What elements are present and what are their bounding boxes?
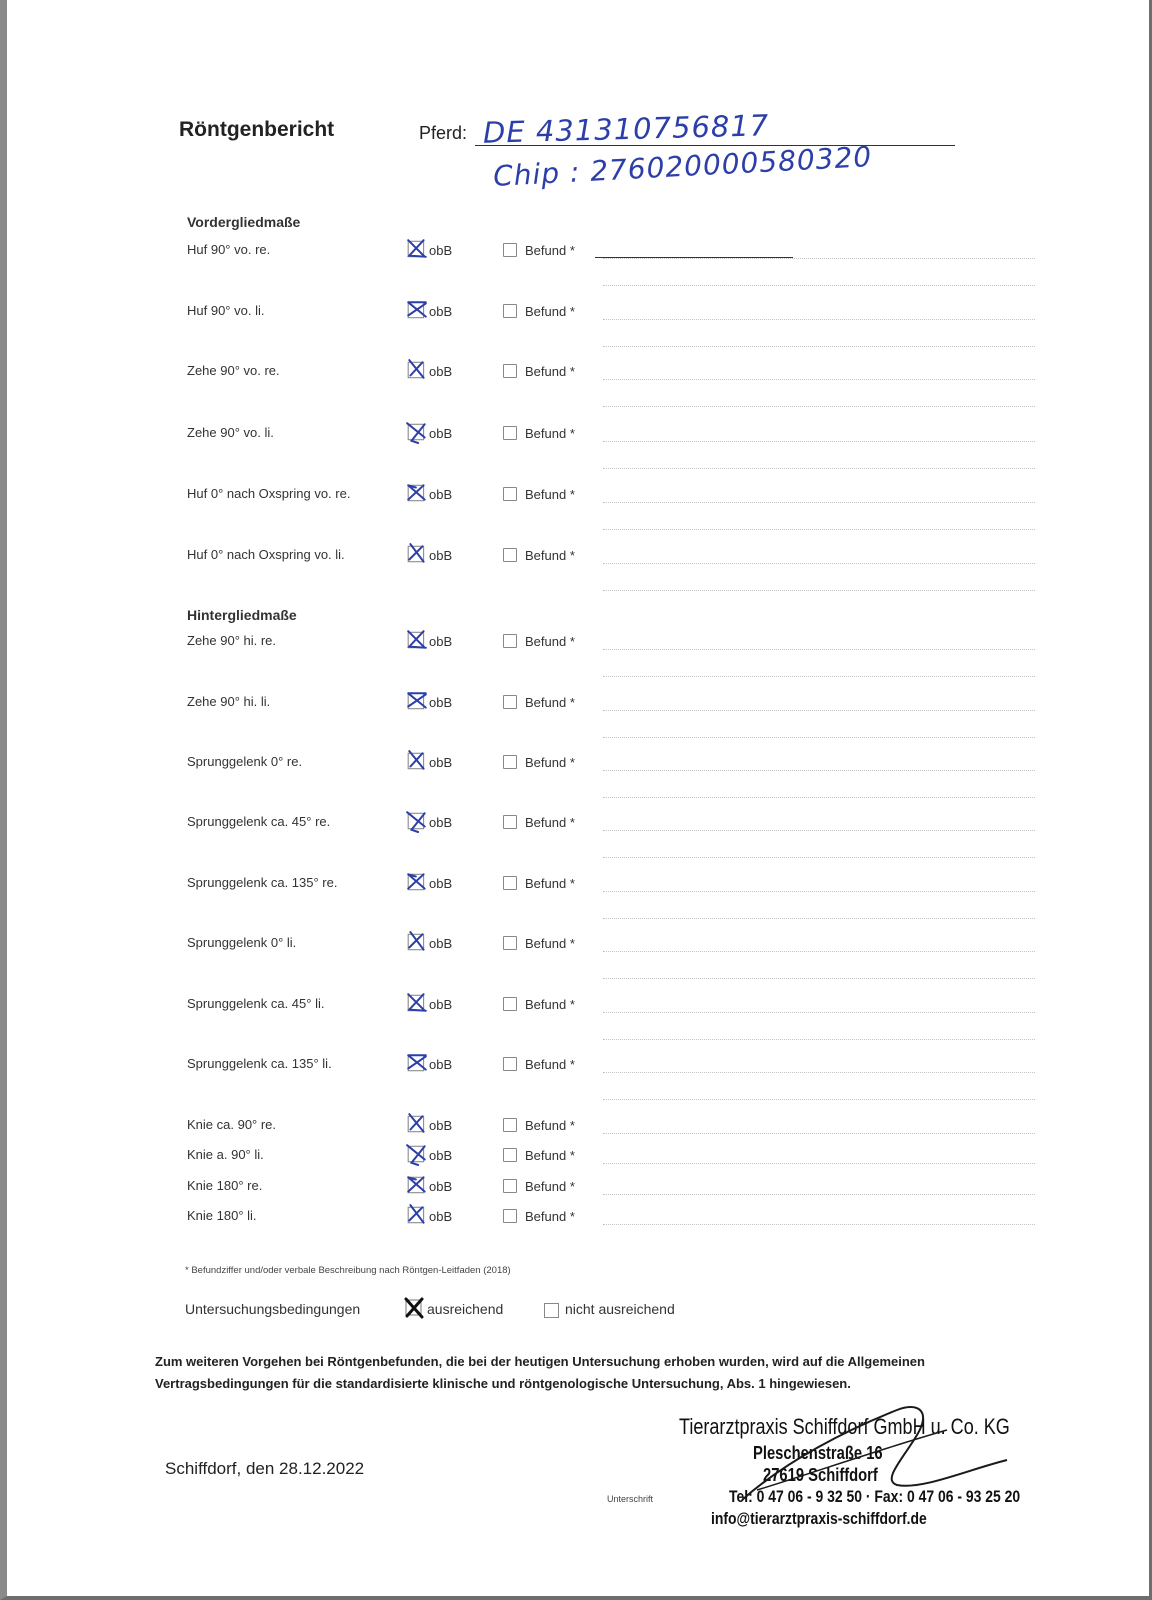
obb-checkbox[interactable] [407, 694, 423, 710]
stamp-city: 27619 Schiffdorf [763, 1465, 878, 1485]
obb-label: obB [429, 936, 453, 951]
befund-label: Befund * [525, 876, 575, 891]
exam-row-label: Zehe 90° vo. li. [187, 425, 274, 440]
obb-checkbox[interactable] [407, 1208, 423, 1224]
exam-row-label: Huf 90° vo. re. [187, 242, 271, 257]
exam-row-label: Knie ca. 90° re. [187, 1117, 277, 1132]
befund-writing-line[interactable] [603, 563, 1035, 564]
befund-writing-line[interactable] [603, 590, 1035, 591]
befund-writing-line[interactable] [603, 978, 1035, 979]
checkmark-icon [404, 299, 430, 321]
exam-row-label: Sprunggelenk ca. 135° li. [187, 1056, 332, 1071]
befund-checkbox[interactable] [503, 997, 517, 1011]
befund-checkbox[interactable] [503, 1057, 517, 1071]
checkmark-icon [404, 1052, 430, 1074]
obb-checkbox[interactable] [407, 486, 423, 502]
exam-row-label: Zehe 90° hi. li. [187, 694, 271, 709]
befund-checkbox[interactable] [503, 876, 517, 890]
befund-writing-line[interactable] [603, 951, 1035, 952]
befund-writing-line[interactable] [603, 285, 1035, 286]
checkmark-icon [404, 750, 430, 772]
obb-label: obB [429, 1118, 453, 1133]
befund-label: Befund * [525, 304, 575, 319]
befund-checkbox[interactable] [503, 426, 517, 440]
obb-checkbox[interactable] [407, 875, 423, 891]
befund-checkbox[interactable] [503, 364, 517, 378]
handwritten-chip-number: Chip : 276020000580320 [492, 140, 873, 193]
befund-writing-line[interactable] [603, 1099, 1035, 1100]
checkmark-icon [404, 810, 430, 832]
befund-label: Befund * [525, 634, 575, 649]
obb-checkbox[interactable] [407, 1117, 423, 1133]
obb-checkbox[interactable] [407, 935, 423, 951]
obb-label: obB [429, 1179, 453, 1194]
legal-notice: Zum weiteren Vorgehen bei Röntgenbefunden, die bei der heutigen Untersuchung erhoben wurden, wird auf die Allgemeinen Vertragsbedingungen für die standardisierte klinische und röntgenologische Untersuchung, Abs. 1 hingewiesen. [155, 1354, 925, 1391]
exam-row-label: Sprunggelenk 0° re. [187, 754, 303, 769]
befund-writing-line[interactable] [603, 710, 1035, 711]
befund-checkbox[interactable] [503, 1209, 517, 1223]
befund-label: Befund * [525, 1209, 575, 1224]
befund-label: Befund * [525, 1148, 575, 1163]
obb-checkbox[interactable] [407, 1056, 423, 1072]
befund-writing-line[interactable] [603, 1224, 1035, 1225]
obb-label: obB [429, 695, 453, 710]
place-date: Schiffdorf, den 28.12.2022 [165, 1459, 365, 1478]
obb-label: obB [429, 426, 453, 441]
befund-writing-line[interactable] [603, 1072, 1035, 1073]
befund-writing-line[interactable] [603, 258, 1035, 259]
befund-writing-line[interactable] [603, 319, 1035, 320]
obb-checkbox[interactable] [407, 1147, 423, 1163]
exam-row-label: Huf 0° nach Oxspring vo. re. [187, 486, 351, 501]
befund-checkbox[interactable] [503, 815, 517, 829]
befund-writing-line[interactable] [603, 529, 1035, 530]
obb-checkbox[interactable] [407, 996, 423, 1012]
section-title: Vordergliedmaße [187, 214, 301, 230]
befund-checkbox[interactable] [503, 1179, 517, 1193]
befund-checkbox[interactable] [503, 243, 517, 257]
obb-label: obB [429, 1209, 453, 1224]
exam-row-label: Zehe 90° hi. re. [187, 633, 277, 648]
checkmark-icon [404, 359, 430, 381]
befund-writing-line[interactable] [603, 1194, 1035, 1195]
befund-checkbox[interactable] [503, 755, 517, 769]
obb-checkbox[interactable] [407, 242, 423, 258]
befund-label: Befund * [525, 426, 575, 441]
befund-checkbox[interactable] [503, 695, 517, 709]
exam-row-label: Knie 180° li. [187, 1208, 257, 1223]
conditions-insufficient-label: nicht ausreichend [565, 1301, 675, 1317]
section-title: Hintergliedmaße [187, 607, 297, 623]
checkmark-icon [404, 1113, 430, 1135]
conditions-label: Untersuchungsbedingungen [185, 1301, 361, 1317]
obb-checkbox[interactable] [407, 547, 423, 563]
befund-writing-line[interactable] [603, 1012, 1035, 1013]
obb-checkbox[interactable] [407, 425, 423, 441]
stamp-phone-fax: Tel: 0 47 06 - 9 32 50 · Fax: 0 47 06 - 93 25 20 [729, 1487, 1021, 1506]
befund-checkbox[interactable] [503, 936, 517, 950]
befund-label: Befund * [525, 997, 575, 1012]
obb-label: obB [429, 487, 453, 502]
befund-writing-line[interactable] [603, 918, 1035, 919]
conditions-sufficient-label: ausreichend [427, 1301, 504, 1317]
befund-checkbox[interactable] [503, 548, 517, 562]
obb-checkbox[interactable] [407, 754, 423, 770]
checkmark-icon [404, 421, 430, 443]
exam-row-label: Sprunggelenk ca. 135° re. [187, 875, 338, 890]
obb-checkbox[interactable] [407, 363, 423, 379]
checkmark-icon [404, 690, 430, 712]
obb-label: obB [429, 634, 453, 649]
exam-row-label: Sprunggelenk ca. 45° li. [187, 996, 325, 1011]
obb-label: obB [429, 548, 453, 563]
befund-label: Befund * [525, 755, 575, 770]
checkmark-icon [404, 1143, 430, 1165]
footnote: * Befundziffer und/oder verbale Beschreibung nach Röntgen-Leitfaden (2018) [185, 1265, 511, 1276]
obb-label: obB [429, 815, 453, 830]
befund-writing-line[interactable] [603, 1133, 1035, 1134]
obb-checkbox[interactable] [407, 1178, 423, 1194]
exam-row-label: Sprunggelenk 0° li. [187, 935, 297, 950]
stamp-email: info@tierarztpraxis-schiffdorf.de [711, 1509, 927, 1528]
checkmark-icon [404, 1204, 430, 1226]
befund-checkbox[interactable] [503, 487, 517, 501]
checkmark-icon [404, 543, 430, 565]
document-title: Röntgenbericht [179, 118, 335, 141]
befund-label: Befund * [525, 1057, 575, 1072]
befund-writing-line[interactable] [603, 379, 1035, 380]
obb-checkbox[interactable] [407, 303, 423, 319]
checkmark-icon [404, 1174, 430, 1196]
befund-label: Befund * [525, 548, 575, 563]
exam-row-label: Knie a. 90° li. [187, 1147, 264, 1162]
obb-label: obB [429, 755, 453, 770]
befund-label: Befund * [525, 815, 575, 830]
befund-writing-line[interactable] [603, 857, 1035, 858]
obb-label: obB [429, 1057, 453, 1072]
obb-label: obB [429, 304, 453, 319]
exam-row-label: Huf 0° nach Oxspring vo. li. [187, 547, 345, 562]
befund-writing-line[interactable] [603, 1163, 1035, 1164]
handwritten-horse-id: DE 431310756817 [482, 108, 770, 150]
befund-writing-line[interactable] [603, 797, 1035, 798]
befund-label: Befund * [525, 487, 575, 502]
obb-label: obB [429, 243, 453, 258]
befund-label: Befund * [525, 243, 575, 258]
obb-label: obB [429, 876, 453, 891]
stamp-practice-name: Tierarztpraxis Schiffdorf GmbH u. Co. KG [679, 1414, 1010, 1439]
befund-writing-line[interactable] [603, 1039, 1035, 1040]
befund-label: Befund * [525, 936, 575, 951]
horse-label: Pferd: [419, 123, 468, 143]
conditions-insufficient-checkbox[interactable] [544, 1303, 559, 1318]
befund-writing-line[interactable] [603, 649, 1035, 650]
checkmark-icon [404, 238, 430, 260]
befund-writing-line[interactable] [603, 346, 1035, 347]
exam-row-label: Huf 90° vo. li. [187, 303, 265, 318]
befund-label: Befund * [525, 1118, 575, 1133]
checkmark-icon [404, 992, 430, 1014]
befund-writing-line[interactable] [603, 737, 1035, 738]
befund-checkbox[interactable] [503, 1148, 517, 1162]
befund-writing-line[interactable] [603, 891, 1035, 892]
obb-checkbox[interactable] [407, 633, 423, 649]
checkmark-icon [404, 482, 430, 504]
befund-writing-line[interactable] [603, 830, 1035, 831]
obb-checkbox[interactable] [407, 814, 423, 830]
befund-checkbox[interactable] [503, 1118, 517, 1132]
befund-label: Befund * [525, 1179, 575, 1194]
exam-row-label: Sprunggelenk ca. 45° re. [187, 814, 331, 829]
exam-row-label: Zehe 90° vo. re. [187, 363, 280, 378]
befund-writing-line[interactable] [603, 468, 1035, 469]
befund-writing-line[interactable] [603, 502, 1035, 503]
obb-label: obB [429, 1148, 453, 1163]
checkmark-icon [404, 629, 430, 651]
checkmark-icon [404, 931, 430, 953]
conditions-sufficient-checkbox[interactable] [404, 1297, 424, 1317]
befund-checkbox[interactable] [503, 304, 517, 318]
befund-writing-line[interactable] [603, 770, 1035, 771]
x-mark-icon [404, 1297, 426, 1319]
befund-writing-line[interactable] [603, 676, 1035, 677]
signature-scribble [647, 1390, 1027, 1510]
befund-label: Befund * [525, 695, 575, 710]
befund-writing-line[interactable] [603, 406, 1035, 407]
obb-label: obB [429, 997, 453, 1012]
signature-caption: Unterschrift [607, 1494, 654, 1504]
befund-writing-line[interactable] [603, 441, 1035, 442]
exam-row-label: Knie 180° re. [187, 1178, 263, 1193]
befund-checkbox[interactable] [503, 634, 517, 648]
checkmark-icon [404, 871, 430, 893]
befund-label: Befund * [525, 364, 575, 379]
obb-label: obB [429, 364, 453, 379]
stamp-street: Pleschenstraße 16 [753, 1443, 883, 1463]
